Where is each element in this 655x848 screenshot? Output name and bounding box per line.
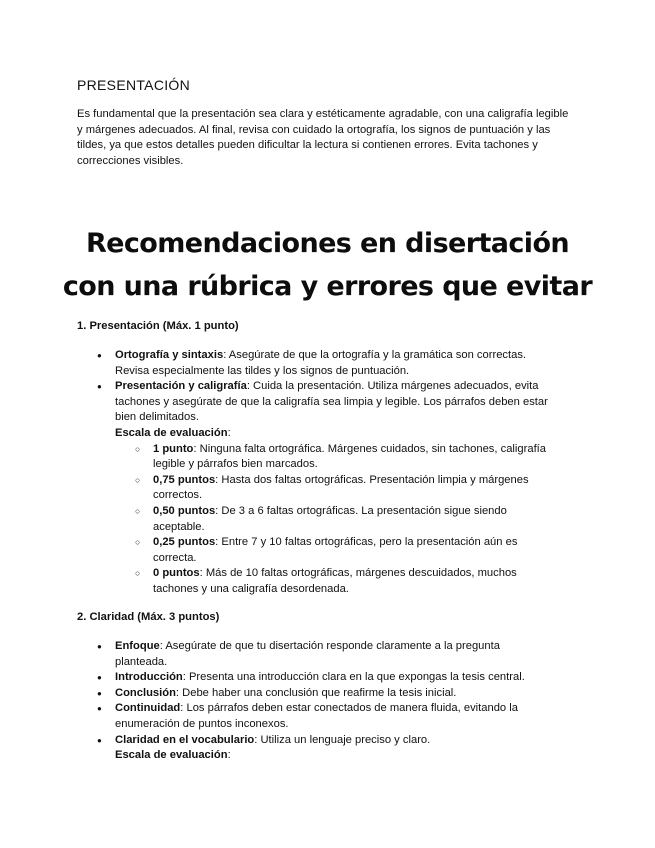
section-heading: PRESENTACIÓN [77, 77, 191, 93]
item-term: Claridad en el vocabulario [115, 733, 255, 746]
item-text: : Asegúrate de que la ortografía y la gramática son correctas. Revisa especialmente las tildes y los signos de puntuación. [115, 349, 527, 377]
scale-text: : De 3 a 6 faltas ortográficas. La presentación sigue siendo aceptable. [153, 504, 507, 533]
list-item [115, 379, 555, 597]
item-term: Presentación y caligrafía [115, 380, 247, 393]
item-text: : Presenta una introducción clara en la que expongas la tesis central. [182, 671, 525, 684]
list-item [115, 639, 555, 670]
main-title [40, 222, 615, 308]
item-term: Ortografía y sintaxis [115, 349, 224, 361]
scale-text: : Ninguna falta ortográfica. Márgenes cuidados, sin tachones, caligrafía legible y párrafos bien marcados. [153, 442, 547, 471]
scale-term: 0,75 puntos [153, 473, 216, 486]
list-item [115, 686, 555, 702]
scale-item [153, 442, 555, 473]
item-term: Introducción [115, 671, 183, 684]
scale-text: : Más de 10 faltas ortográficas, márgenes descuidados, muchos tachones y una caligrafía desordenada. [153, 567, 517, 595]
section-1-list [115, 348, 555, 598]
item-text: : Cuida la presentación. Utiliza márgenes adecuados, evita tachones y asegúrate de que la caligrafía sea limpia y legible. Los párrafos deben estar bien delimitados. [115, 380, 548, 424]
scale-item [153, 566, 555, 597]
section-2-heading: 2. Claridad (Máx. 3 puntos) [77, 611, 220, 623]
scale-list [153, 442, 555, 598]
scale-text: : Hasta dos faltas ortográficas. Presentación limpia y márgenes correctos. [153, 473, 529, 502]
item-term: Continuidad [115, 702, 181, 715]
main-title-line-2: con una rúbrica y errores que evitar [62, 271, 593, 302]
item-text: : Debe haber una conclusión que reafirme la tesis inicial. [175, 686, 457, 699]
list-item [115, 348, 555, 379]
scale-item [153, 504, 555, 535]
list-item [115, 733, 555, 764]
item-text: : Los párrafos deben estar conectados de manera fluida, evitando la enumeración de puntos inconexos. [115, 702, 518, 730]
section-1-heading: 1. Presentación (Máx. 1 punto) [77, 320, 239, 332]
scale-term: 0 puntos [153, 567, 200, 580]
item-term: Conclusión [115, 686, 176, 699]
main-title-line-1: Recomendaciones en disertación [85, 228, 570, 259]
item-text: : Utiliza un lenguaje preciso y claro. [254, 733, 431, 746]
scale-term: 0,25 puntos [153, 536, 216, 549]
scale-text: : Entre 7 y 10 faltas ortográficas, pero la presentación aún es correcta. [153, 536, 518, 564]
scale-heading: Escala de evaluación: [115, 426, 231, 439]
scale-item [153, 473, 555, 504]
scale-term: 1 punto [153, 442, 194, 455]
scale-term: 0,50 puntos [153, 504, 216, 517]
scale-item [153, 535, 555, 566]
item-text: : Asegúrate de que tu disertación responde claramente a la pregunta planteada. [115, 640, 500, 668]
list-item [115, 670, 555, 686]
section-2-list [115, 639, 555, 764]
list-item [115, 701, 555, 732]
scale-heading: Escala de evaluación: [115, 749, 231, 762]
intro-paragraph: Es fundamental que la presentación sea clara y estéticamente agradable, con una caligrafía legible y márgenes adecuados. Al final, revisa con cuidado la ortografía, los signos de puntuación y las tildes, ya que estos detalles pueden dificultar la lectura si contienen errores. Evita tachones y correcciones visibles. [77, 108, 569, 167]
item-term: Enfoque [115, 640, 160, 652]
